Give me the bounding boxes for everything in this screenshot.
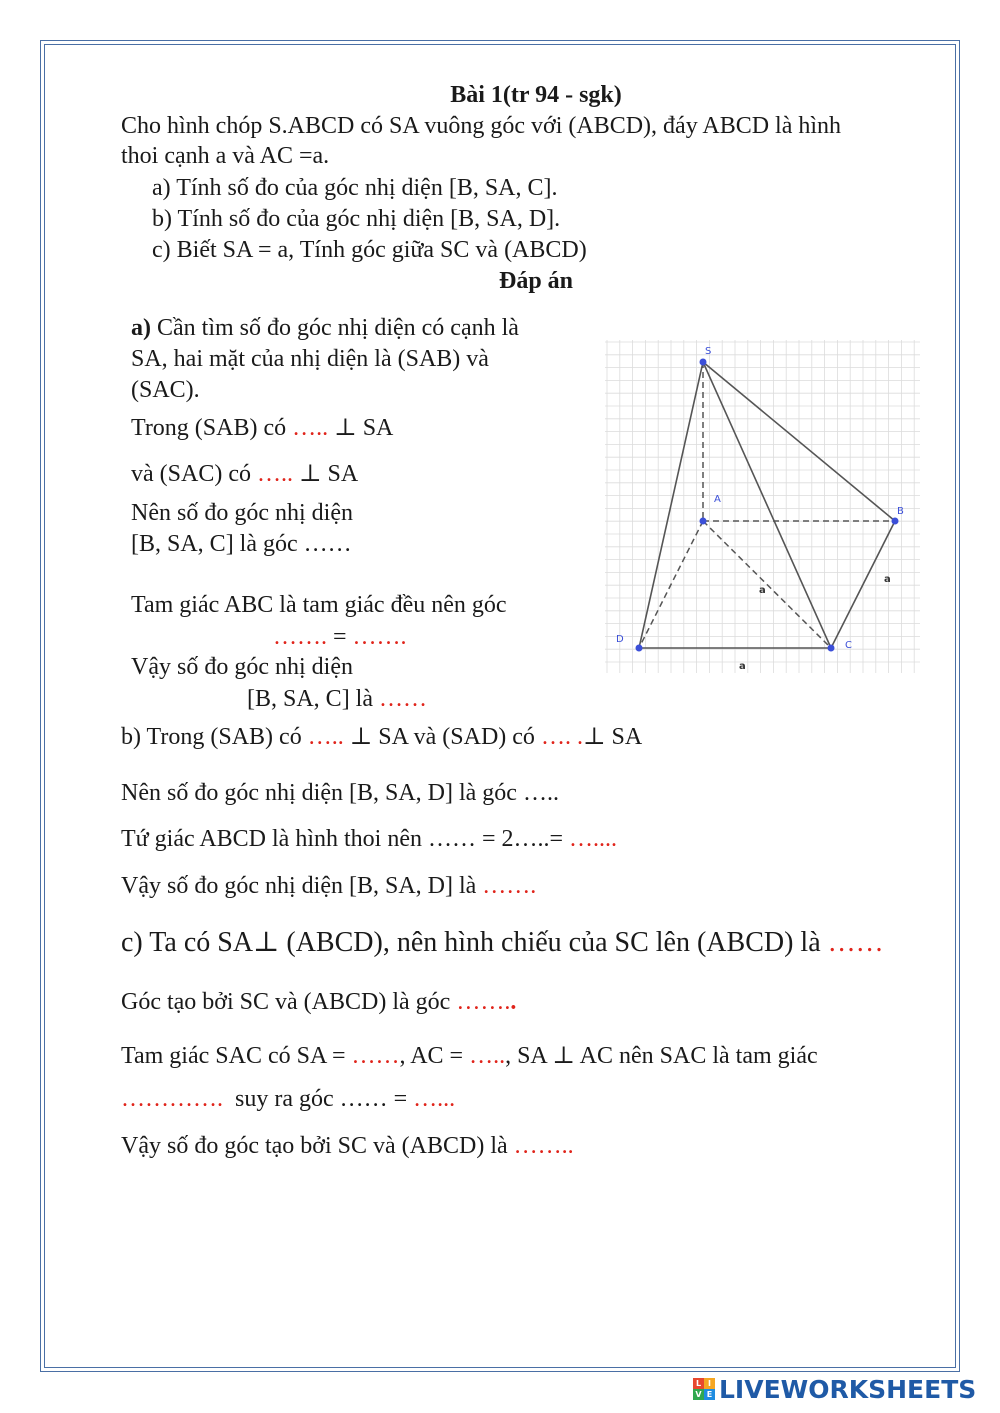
- text: Vậy số đo góc tạo bởi SC và (ABCD) là: [121, 1133, 514, 1159]
- answer-blank[interactable]: …….: [273, 624, 327, 650]
- answer-blank[interactable]: …….: [482, 873, 537, 899]
- pyramid-figure: [605, 340, 920, 673]
- part-b-line-2: Nên số đo góc nhị diện [B, SA, D] là góc …..: [121, 780, 559, 806]
- point-c: [828, 645, 835, 652]
- point-d: [636, 645, 643, 652]
- answer-blank[interactable]: ……: [351, 1043, 400, 1069]
- question-b: b) Tính số đo của góc nhị diện [B, SA, D].: [152, 206, 561, 232]
- text: suy ra góc …… =: [223, 1086, 414, 1112]
- part-a-line-9: [273, 622, 407, 652]
- text: Tứ giác ABCD là hình thoi nên …… = 2…..=: [121, 826, 570, 852]
- point-a: [700, 518, 707, 525]
- logo-letter: V: [693, 1389, 704, 1400]
- text: , AC =: [399, 1043, 470, 1069]
- part-c-line-4: [121, 1084, 455, 1114]
- label-b: B: [897, 506, 904, 517]
- answer-blank[interactable]: …..: [292, 415, 329, 441]
- part-b-line-3: [121, 824, 617, 854]
- part-a-line-8: Tam giác ABC là tam giác đều nên góc: [131, 592, 507, 618]
- logo-letter: E: [704, 1389, 715, 1400]
- label-edge-ab: a: [884, 574, 891, 585]
- text: và (SAC) có: [131, 461, 257, 487]
- part-a-line-6: Nên số đo góc nhị diện: [131, 500, 353, 526]
- part-a-line-3: (SAC).: [131, 377, 200, 403]
- part-a-line-2: SA, hai mặt của nhị diện là (SAB) và: [131, 346, 489, 372]
- text: Góc tạo bởi SC và (ABCD) là góc: [121, 989, 457, 1015]
- part-b-line-1: [121, 722, 642, 752]
- part-c-line-3: [121, 1041, 818, 1071]
- point-s: [700, 359, 707, 366]
- answer-blank[interactable]: …....: [569, 826, 618, 852]
- part-a-line-7: [B, SA, C] là góc ……: [131, 531, 352, 557]
- intro-line-1: Cho hình chóp S.ABCD có SA vuông góc với (ABCD), đáy ABCD là hình: [121, 113, 842, 139]
- text: Trong (SAB) có: [131, 415, 293, 441]
- logo-text: LIVEWORKSHEETS: [719, 1374, 977, 1404]
- label-s: S: [705, 346, 712, 357]
- part-a-line-10: Vậy số đo góc nhị diện: [131, 654, 353, 680]
- text: [B, SA, C] là: [247, 686, 379, 712]
- answer-blank[interactable]: …...: [413, 1086, 456, 1112]
- text: ⊥ SA: [328, 415, 394, 441]
- question-a: a) Tính số đo của góc nhị diện [B, SA, C].: [152, 175, 558, 201]
- text: c) Ta có SA⊥ (ABCD), nên hình chiếu của SC lên (ABCD) là: [121, 927, 828, 958]
- answer-blank[interactable]: ……: [827, 927, 884, 958]
- answer-blank[interactable]: …..: [256, 461, 293, 487]
- part-a-line-11: [247, 684, 427, 714]
- answer-blank[interactable]: …..: [307, 724, 344, 750]
- label-edge-dc: a: [739, 661, 746, 672]
- label-a: A: [714, 494, 721, 505]
- text: ⊥ SA: [292, 461, 359, 487]
- logo-letter: I: [704, 1378, 715, 1389]
- answer-blank[interactable]: …..: [469, 1043, 506, 1069]
- answer-blank[interactable]: …….: [456, 989, 511, 1015]
- text: , SA ⊥ AC nên SAC là tam giác: [505, 1043, 818, 1069]
- question-c: c) Biết SA = a, Tính góc giữa SC và (ABCD): [152, 237, 587, 263]
- answer-blank[interactable]: ……: [379, 686, 427, 712]
- text: ⊥ SA và (SAD) có: [343, 724, 541, 750]
- part-b-line-4: [121, 871, 536, 901]
- answer-blank[interactable]: ………….: [121, 1086, 223, 1112]
- part-c-line-5: [121, 1131, 574, 1161]
- answer-blank[interactable]: …. .: [540, 724, 583, 750]
- text: .: [510, 989, 517, 1015]
- answer-blank[interactable]: ……..: [513, 1133, 574, 1159]
- part-a-line-1: [131, 313, 519, 343]
- part-a-line-5: [131, 459, 358, 489]
- text: Vậy số đo góc nhị diện [B, SA, D] là: [121, 873, 483, 899]
- label-d: D: [616, 634, 624, 645]
- intro-line-2: thoi cạnh a và AC =a.: [121, 143, 330, 169]
- label-edge-ac: a: [759, 585, 766, 596]
- logo-letter: L: [693, 1378, 704, 1389]
- part-c-line-1: [121, 928, 884, 958]
- part-a-label: a): [131, 315, 151, 341]
- part-a-line-4: [131, 413, 393, 443]
- logo-grid-icon: [693, 1378, 715, 1400]
- figure-edges: [639, 362, 895, 648]
- point-b: [892, 518, 899, 525]
- label-c: C: [845, 640, 852, 651]
- part-c-line-2: [121, 987, 516, 1017]
- text: Tam giác SAC có SA =: [121, 1043, 352, 1069]
- answer-heading: Đáp án: [498, 268, 574, 294]
- text: =: [327, 624, 353, 650]
- part-a-line-1-text: Cần tìm số đo góc nhị diện có cạnh là: [151, 315, 519, 341]
- text: b) Trong (SAB) có: [121, 724, 308, 750]
- text: ⊥ SA: [582, 724, 643, 750]
- liveworksheets-logo: [693, 1374, 976, 1404]
- exercise-title: Bài 1(tr 94 - sgk): [450, 82, 622, 108]
- answer-blank[interactable]: …….: [352, 624, 407, 650]
